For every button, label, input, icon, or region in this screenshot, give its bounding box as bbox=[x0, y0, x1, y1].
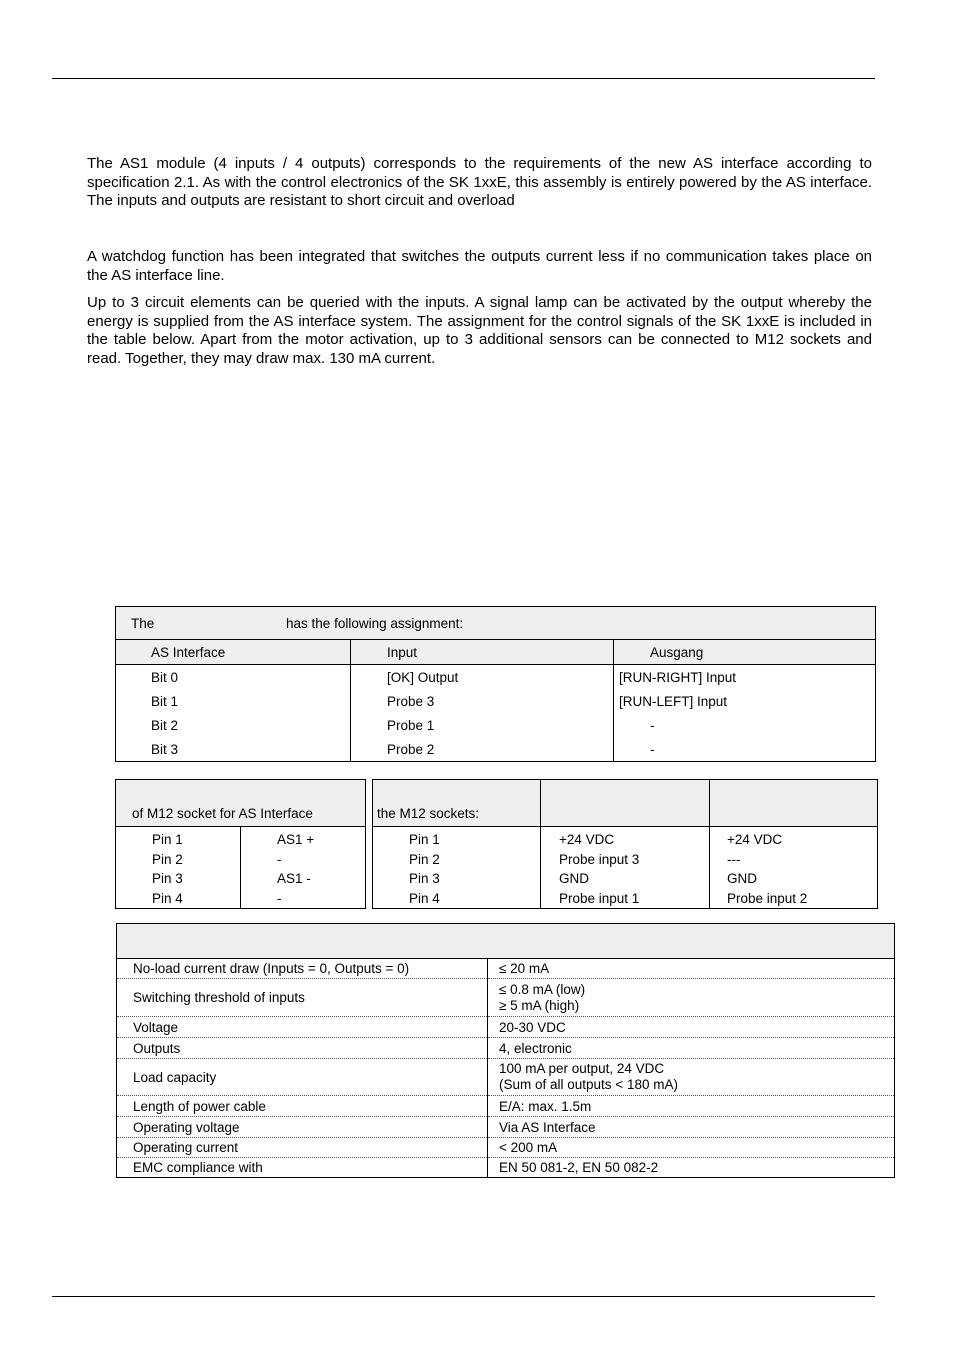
tech-label: Operating current bbox=[117, 1138, 488, 1158]
tech-label: No-load current draw (Inputs = 0, Outputs = 0) bbox=[117, 959, 488, 979]
cell-socket-a: GND bbox=[541, 869, 710, 889]
table-row bbox=[116, 850, 366, 870]
table-row bbox=[373, 827, 878, 850]
cell-bit: Bit 1 bbox=[151, 693, 179, 709]
table-row bbox=[373, 889, 878, 909]
cell-signal: AS1 + bbox=[241, 827, 366, 850]
cell-socket-b: +24 VDC bbox=[710, 827, 878, 850]
tech-label: Load capacity bbox=[117, 1059, 488, 1096]
col-header-as-interface: AS Interface bbox=[116, 640, 351, 665]
m12-sockets-pin-table bbox=[372, 779, 878, 909]
assignment-caption-left: The bbox=[131, 615, 155, 631]
table-row bbox=[116, 827, 366, 850]
cell-bit: Bit 3 bbox=[151, 741, 179, 757]
col-header-input: Input bbox=[351, 640, 614, 665]
table-row bbox=[116, 889, 366, 909]
table-row bbox=[117, 1138, 895, 1158]
tech-value bbox=[488, 1059, 895, 1096]
cell-socket-a: +24 VDC bbox=[541, 827, 710, 850]
tech-header bbox=[117, 924, 895, 959]
cell-pin: Pin 3 bbox=[409, 871, 440, 887]
cell-pin: Pin 1 bbox=[152, 832, 183, 848]
cell-socket-b: --- bbox=[710, 850, 878, 870]
tech-value: EN 50 081-2, EN 50 082-2 bbox=[499, 1160, 659, 1175]
cell-output: - bbox=[614, 713, 876, 737]
assignment-header-row bbox=[116, 640, 876, 665]
tech-value: ≤ 20 mA bbox=[488, 959, 895, 979]
assignment-caption-right: has the following assignment: bbox=[286, 615, 464, 631]
tech-label: Switching threshold of inputs bbox=[117, 979, 488, 1017]
as-socket-header: of M12 socket for AS Interface bbox=[116, 780, 366, 827]
cell-bit: Bit 0 bbox=[151, 669, 179, 685]
cell-pin: Pin 2 bbox=[152, 851, 183, 867]
cell-socket-a: Probe input 3 bbox=[541, 850, 710, 870]
footer-rule bbox=[52, 1296, 875, 1297]
col-header-ausgang: Ausgang bbox=[614, 640, 876, 665]
cell-input: Probe 2 bbox=[351, 737, 614, 762]
intro-paragraph-1: The AS1 module (4 inputs / 4 outputs) corresponds to the requirements of the new AS interface according to specification 2.1. As with the control electronics of the SK 1xxE, this assembly is entirely powered by the AS interface. The inputs and outputs are resistant to short circuit and overload bbox=[87, 155, 872, 209]
table-row bbox=[116, 713, 876, 737]
technical-data-table bbox=[116, 923, 895, 1178]
assignment-caption bbox=[116, 607, 876, 640]
cell-bit: Bit 2 bbox=[151, 717, 179, 733]
cell-pin: Pin 2 bbox=[409, 851, 440, 867]
cell-pin: Pin 3 bbox=[152, 871, 183, 887]
table-row bbox=[117, 979, 895, 1017]
cell-input: Probe 1 bbox=[351, 713, 614, 737]
cell-signal: AS1 - bbox=[241, 869, 366, 889]
cell-signal: - bbox=[241, 850, 366, 870]
table-row bbox=[117, 1059, 895, 1096]
cell-pin: Pin 1 bbox=[409, 832, 440, 848]
table-row bbox=[373, 869, 878, 889]
cell-input: [OK] Output bbox=[351, 665, 614, 690]
tech-value-line-1: 100 mA per output, 24 VDC bbox=[499, 1061, 665, 1076]
cell-output: - bbox=[614, 737, 876, 762]
table-row bbox=[117, 959, 895, 979]
cell-pin: Pin 4 bbox=[152, 890, 183, 906]
tech-label: EMC compliance with bbox=[117, 1158, 488, 1178]
assignment-caption-row bbox=[116, 607, 876, 640]
tech-label: Outputs bbox=[117, 1038, 488, 1059]
cell-socket-a: Probe input 1 bbox=[541, 889, 710, 909]
as-socket-header-row bbox=[116, 780, 366, 827]
m12-header-blank-2 bbox=[710, 780, 878, 827]
table-row bbox=[373, 850, 878, 870]
table-row bbox=[116, 665, 876, 690]
m12-header-row bbox=[373, 780, 878, 827]
tech-value bbox=[488, 979, 895, 1017]
tech-header-row bbox=[117, 924, 895, 959]
tech-label: Length of power cable bbox=[117, 1096, 488, 1117]
table-row bbox=[116, 689, 876, 713]
intro-paragraph-2: A watchdog function has been integrated that switches the outputs current less if no communication takes place on the AS interface line. bbox=[87, 248, 872, 284]
tech-value: Via AS Interface bbox=[488, 1117, 895, 1138]
tech-value-line-2: ≥ 5 mA (high) bbox=[499, 997, 580, 1013]
cell-input: Probe 3 bbox=[351, 689, 614, 713]
tech-value-line-2: (Sum of all outputs < 180 mA) bbox=[499, 1077, 678, 1092]
table-row bbox=[117, 1017, 895, 1038]
tech-value: < 200 mA bbox=[488, 1138, 895, 1158]
intro-paragraph-3: Up to 3 circuit elements can be queried with the inputs. A signal lamp can be activated by the output whereby the energy is supplied from the AS interface system. The assignment for the control signals of the SK 1xxE is included in the table below. Apart from the motor activation, up to 3 additional sensors can be connected to M12 sockets and read. Together, they may draw max. 130 mA current. bbox=[87, 294, 872, 367]
tech-label: Voltage bbox=[117, 1017, 488, 1038]
table-row bbox=[116, 869, 366, 889]
tech-label: Operating voltage bbox=[117, 1117, 488, 1138]
tech-value: 4, electronic bbox=[488, 1038, 895, 1059]
cell-output: [RUN-LEFT] Input bbox=[614, 689, 876, 713]
assignment-table bbox=[115, 606, 876, 762]
table-row bbox=[117, 1117, 895, 1138]
table-row bbox=[116, 737, 876, 762]
cell-socket-b: GND bbox=[710, 869, 878, 889]
tech-value: E/A: max. 1.5m bbox=[488, 1096, 895, 1117]
table-row bbox=[117, 1158, 895, 1178]
cell-output: [RUN-RIGHT] Input bbox=[614, 665, 876, 690]
header-rule bbox=[52, 78, 875, 79]
m12-header-blank-1 bbox=[541, 780, 710, 827]
table-row bbox=[117, 1038, 895, 1059]
cell-socket-b: Probe input 2 bbox=[710, 889, 878, 909]
cell-signal: - bbox=[241, 889, 366, 909]
as-socket-pin-table bbox=[115, 779, 366, 909]
tech-value-line-1: ≤ 0.8 mA (low) bbox=[499, 981, 586, 997]
cell-pin: Pin 4 bbox=[409, 890, 440, 906]
table-row bbox=[117, 1096, 895, 1117]
tech-value: 20-30 VDC bbox=[488, 1017, 895, 1038]
m12-header: the M12 sockets: bbox=[373, 780, 541, 827]
